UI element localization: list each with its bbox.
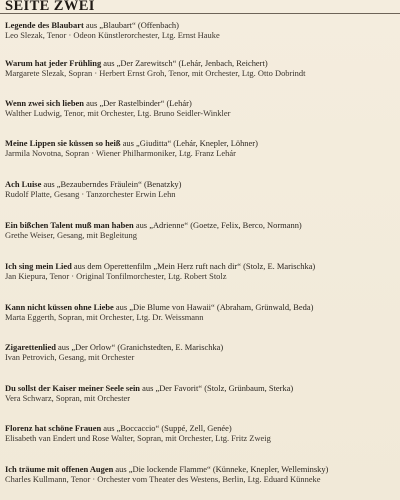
track-entry [5, 302, 399, 322]
track-composers: (Lehár, Jenbach, Reichert) [178, 58, 268, 68]
track-source: aus dem Operettenfilm „Mein Herz ruft nach dir“ [73, 261, 241, 271]
track-title-line [5, 98, 399, 108]
track-performers: Margarete Slezak, Sopran · Herbert Ernst Groh, Tenor, mit Orchester, Ltg. Otto Dobrindt [5, 68, 306, 78]
track-entry [5, 220, 399, 240]
track-performers: Grethe Weiser, Gesang, mit Begleitung [5, 230, 137, 240]
track-title: Ach Luise [5, 179, 42, 189]
track-source: aus „Blaubart“ [85, 20, 136, 30]
track-source: aus „Die Blume von Hawaii“ [115, 302, 215, 312]
track-source: aus „Der Orlow“ [58, 342, 116, 352]
track-title-line [5, 342, 399, 352]
track-composers: (Benatzky) [143, 179, 182, 189]
track-entry [5, 98, 399, 118]
track-source: aus „Adrienne“ [135, 220, 189, 230]
track-title-line [5, 20, 399, 30]
track-title-line [5, 179, 399, 189]
track-performers: Rudolf Platte, Gesang · Tanzorchester Erwin Lehn [5, 189, 176, 199]
track-title: Warum hat jeder Frühling [5, 58, 102, 68]
track-entry [5, 423, 399, 443]
track-source: aus „Boccaccio“ [103, 423, 160, 433]
track-composers: (Suppé, Zell, Genée) [161, 423, 232, 433]
track-entry [5, 342, 399, 362]
track-entry [5, 464, 399, 484]
track-composers: (Stolz, E. Marischka) [243, 261, 316, 271]
track-composers: (Abraham, Grünwald, Beda) [216, 302, 314, 312]
track-entry [5, 20, 399, 40]
track-title-line [5, 302, 399, 312]
track-performers: Walther Ludwig, Tenor, mit Orchester, Ltg. Bruno Seidler-Winkler [5, 108, 231, 118]
track-title: Ich sing mein Lied [5, 261, 72, 271]
track-title-line [5, 261, 399, 271]
track-title-line [5, 220, 399, 230]
track-title: Zigarettenlied [5, 342, 56, 352]
track-source: aus „Giuditta“ [122, 138, 172, 148]
track-composers: (Goetze, Felix, Berco, Normann) [190, 220, 302, 230]
track-title: Meine Lippen sie küssen so heiß [5, 138, 121, 148]
track-entry [5, 58, 399, 78]
track-title: Kann nicht küssen ohne Liebe [5, 302, 114, 312]
track-performers: Elisabeth van Endert und Rose Walter, Sopran, mit Orchester, Ltg. Fritz Zweig [5, 433, 271, 443]
track-title-line [5, 383, 399, 393]
track-composers: (Stolz, Grünbaum, Sterka) [204, 383, 294, 393]
track-performers: Jan Kiepura, Tenor · Original Tonfilmorchester, Ltg. Robert Stolz [5, 271, 227, 281]
track-source: aus „Der Rastelbinder“ [86, 98, 165, 108]
track-composers: (Künneke, Knepler, Welleminsky) [212, 464, 329, 474]
track-composers: (Lehár, Knepler, Löhner) [173, 138, 258, 148]
track-performers: Vera Schwarz, Sopran, mit Orchester [5, 393, 131, 403]
track-title: Wenn zwei sich lieben [5, 98, 84, 108]
track-entry [5, 261, 399, 281]
heading-rule [0, 13, 400, 14]
track-composers: (Offenbach) [137, 20, 179, 30]
track-entry [5, 179, 399, 199]
track-title: Legende des Blaubart [5, 20, 84, 30]
track-title: Florenz hat schöne Frauen [5, 423, 102, 433]
track-source: aus „Die lockende Flamme“ [115, 464, 211, 474]
track-source: aus „Der Zarewitsch“ [103, 58, 177, 68]
track-title-line [5, 58, 399, 68]
track-title-line [5, 423, 399, 433]
track-source: aus „Der Favorit“ [142, 383, 203, 393]
track-performers: Leo Slezak, Tenor · Odeon Künstlerorchester, Ltg. Ernst Hauke [5, 30, 220, 40]
track-entry [5, 138, 399, 158]
track-title-line [5, 464, 399, 474]
track-title-line [5, 138, 399, 148]
track-performers: Jarmila Novotna, Sopran · Wiener Philharmoniker, Ltg. Franz Lehár [5, 148, 236, 158]
section-heading: SEITE ZWEI [5, 0, 95, 14]
track-source: aus „Bezauberndes Fräulein“ [43, 179, 142, 189]
track-title: Ich träume mit offenen Augen [5, 464, 114, 474]
track-title: Ein bißchen Talent muß man haben [5, 220, 134, 230]
track-composers: (Granichstedten, E. Marischka) [117, 342, 224, 352]
track-performers: Charles Kullmann, Tenor · Orchester vom Theater des Westens, Berlin, Ltg. Eduard Künneke [5, 474, 321, 484]
track-title: Du sollst der Kaiser meiner Seele sein [5, 383, 140, 393]
track-composers: (Lehár) [166, 98, 192, 108]
track-performers: Marta Eggerth, Sopran, mit Orchester, Ltg. Dr. Weissmann [5, 312, 204, 322]
track-entry [5, 383, 399, 403]
track-performers: Ivan Petrovich, Gesang, mit Orchester [5, 352, 135, 362]
